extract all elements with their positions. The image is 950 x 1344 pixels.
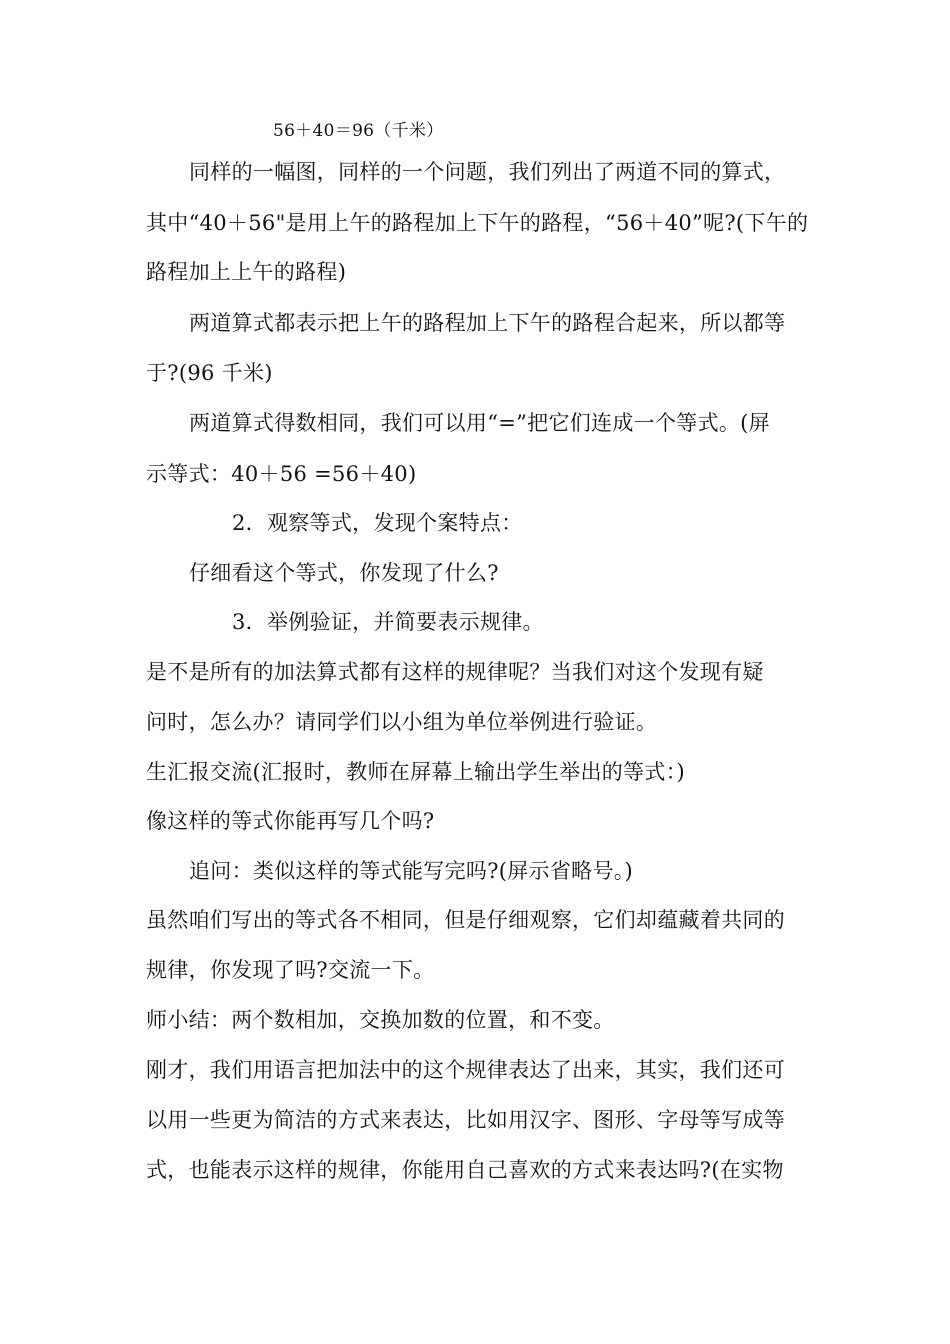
paragraph-line: 同样的一幅图，同样的一个问题，我们列出了两道不同的算式， (189, 160, 786, 184)
paragraph-line: 于?(96 千米) (146, 361, 273, 385)
formula-line: 56＋40＝96（千米） (273, 121, 444, 141)
paragraph-line: 像这样的等式你能再写几个吗? (146, 809, 435, 833)
paragraph-line: 师小结：两个数相加，交换加数的位置，和不变。 (146, 1008, 615, 1032)
paragraph-line: 其中“40＋56"是用上午的路程加上下午的路程，“56＋40”呢?(下午的 (146, 211, 809, 235)
paragraph-line: 生汇报交流(汇报时，教师在屏幕上输出学生举出的等式：) (146, 760, 685, 784)
paragraph-line: 是不是所有的加法算式都有这样的规律呢？当我们对这个发现有疑 (146, 660, 764, 684)
paragraph-line: 虽然咱们写出的等式各不相同，但是仔细观察，它们却蕴藏着共同的 (146, 908, 785, 932)
section-heading: 2．观察等式，发现个案特点： (232, 511, 523, 535)
paragraph-line: 式，也能表示这样的规律，你能用自己喜欢的方式来表达吗?(在实物 (146, 1158, 784, 1182)
paragraph-line: 规律，你发现了吗?交流一下。 (146, 958, 435, 982)
paragraph-line: 仔细看这个等式，你发现了什么? (189, 561, 499, 585)
paragraph-line: 以用一些更为简洁的方式来表达，比如用汉字、图形、字母等写成等 (146, 1108, 785, 1132)
paragraph-line: 两道算式都表示把上午的路程加上下午的路程合起来，所以都等 (189, 311, 786, 335)
paragraph-line: 示等式：40＋56 =56＋40) (146, 462, 417, 486)
paragraph-line: 两道算式得数相同，我们可以用“=”把它们连成一个等式。(屏 (189, 411, 770, 435)
paragraph-line: 路程加上上午的路程) (146, 260, 347, 284)
paragraph-line: 追问：类似这样的等式能写完吗?(屏示省略号。) (189, 859, 634, 883)
paragraph-line: 刚才，我们用语言把加法中的这个规律表达了出来，其实，我们还可 (146, 1058, 785, 1082)
section-heading: 3．举例验证，并简要表示规律。 (232, 610, 544, 634)
paragraph-line: 问时，怎么办？请同学们以小组为单位举例进行验证。 (146, 710, 658, 734)
